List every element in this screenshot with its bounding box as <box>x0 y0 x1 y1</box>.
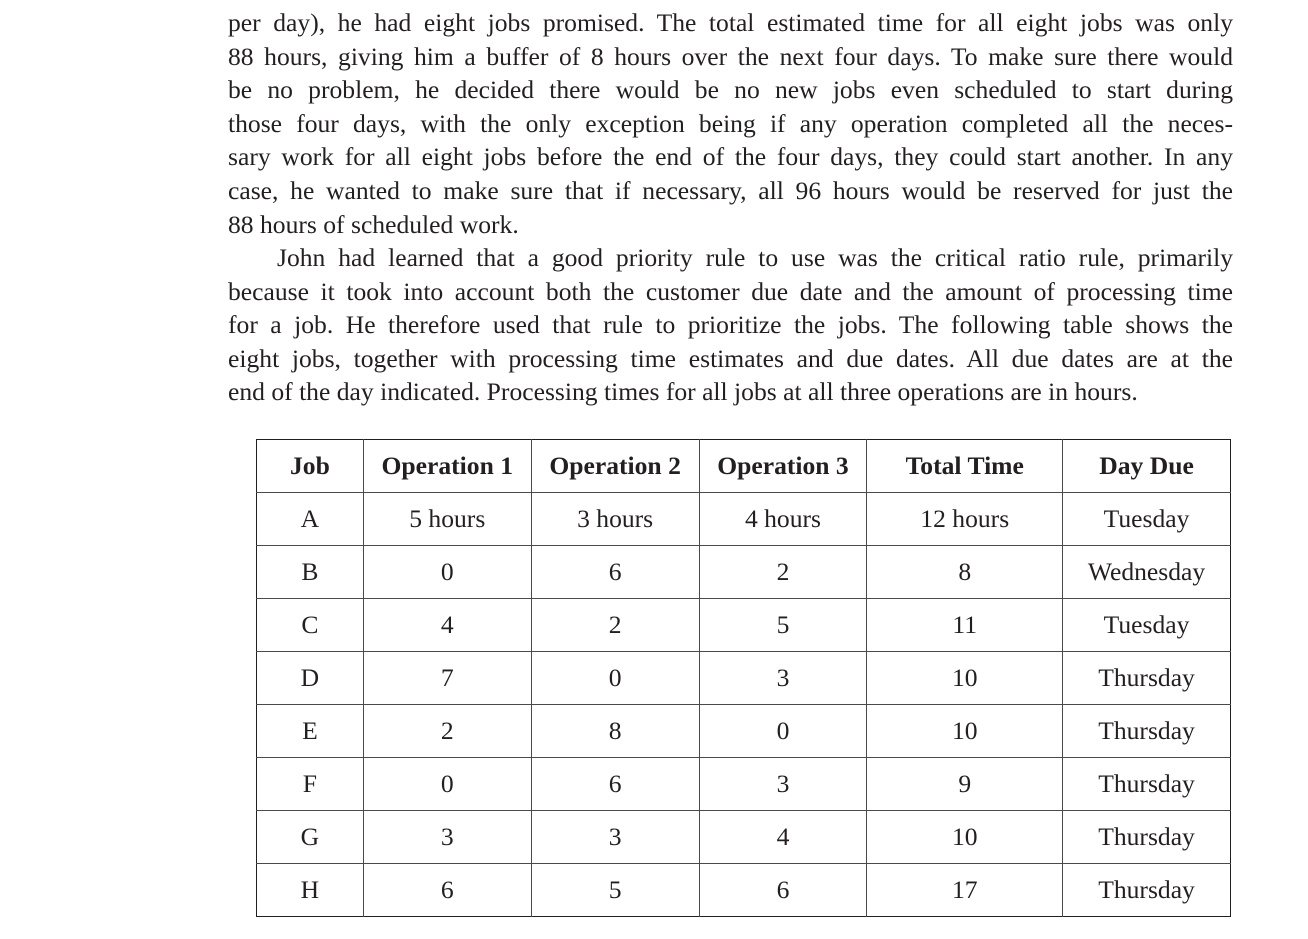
cell-operation-2: 3 hours <box>531 493 699 546</box>
cell-job: D <box>257 652 364 705</box>
table-header-row <box>257 440 1231 493</box>
header-operation-1: Operation 1 <box>363 440 531 493</box>
paragraph-2 <box>228 241 1233 409</box>
paragraph-line: case, he wanted to make sure that if necessary, all 96 hours would be reserved for just the <box>228 175 1233 205</box>
table-row <box>257 546 1231 599</box>
paragraph-1 <box>228 6 1233 241</box>
cell-job: F <box>257 758 364 811</box>
cell-total-time: 10 <box>867 652 1063 705</box>
cell-total-time: 8 <box>867 546 1063 599</box>
table-row <box>257 811 1231 864</box>
cell-day-due: Thursday <box>1063 705 1231 758</box>
paragraph-line: those four days, with the only exception being if any operation completed all the neces- <box>228 108 1233 138</box>
cell-day-due: Wednesday <box>1063 546 1231 599</box>
cell-total-time: 17 <box>867 864 1063 917</box>
table-row <box>257 864 1231 917</box>
table-row <box>257 758 1231 811</box>
cell-operation-1: 0 <box>363 758 531 811</box>
header-day-due: Day Due <box>1063 440 1231 493</box>
cell-day-due: Tuesday <box>1063 493 1231 546</box>
cell-operation-3: 5 <box>699 599 867 652</box>
cell-operation-1: 4 <box>363 599 531 652</box>
paragraph-line: 88 hours of scheduled work. <box>228 209 519 239</box>
cell-day-due: Tuesday <box>1063 599 1231 652</box>
paragraph-line: sary work for all eight jobs before the end of the four days, they could start another. In any <box>228 142 1233 172</box>
cell-operation-2: 6 <box>531 546 699 599</box>
cell-operation-3: 4 hours <box>699 493 867 546</box>
cell-day-due: Thursday <box>1063 652 1231 705</box>
paragraph-line: eight jobs, together with processing time estimates and due dates. All due dates are at the <box>228 343 1233 373</box>
cell-total-time: 10 <box>867 705 1063 758</box>
header-total-time: Total Time <box>867 440 1063 493</box>
cell-operation-1: 2 <box>363 705 531 758</box>
cell-total-time: 12 hours <box>867 493 1063 546</box>
header-job: Job <box>290 451 330 480</box>
cell-total-time: 9 <box>867 758 1063 811</box>
cell-operation-3: 2 <box>699 546 867 599</box>
cell-operation-2: 3 <box>531 811 699 864</box>
cell-day-due: Thursday <box>1063 864 1231 917</box>
cell-operation-1: 3 <box>363 811 531 864</box>
table-row <box>257 493 1231 546</box>
cell-job: A <box>257 493 364 546</box>
cell-operation-3: 0 <box>699 705 867 758</box>
cell-operation-1: 5 hours <box>363 493 531 546</box>
paragraph-line: for a job. He therefore used that rule to prioritize the jobs. The following table shows the <box>228 310 1233 340</box>
cell-job: G <box>257 811 364 864</box>
paragraph-line: be no problem, he decided there would be no new jobs even scheduled to start during <box>228 75 1233 105</box>
paragraph-line: per day), he had eight jobs promised. The total estimated time for all eight jobs was only <box>228 8 1233 37</box>
cell-operation-3: 4 <box>699 811 867 864</box>
cell-job: C <box>257 599 364 652</box>
cell-operation-1: 0 <box>363 546 531 599</box>
cell-operation-2: 2 <box>531 599 699 652</box>
table-row <box>257 705 1231 758</box>
cell-operation-3: 6 <box>699 864 867 917</box>
paragraph-line: end of the day indicated. Processing times for all jobs at all three operations are in hours. <box>228 377 1138 407</box>
table-row <box>257 599 1231 652</box>
jobs-table <box>256 439 1231 917</box>
cell-operation-2: 5 <box>531 864 699 917</box>
paragraph-line: John had learned that a good priority rule to use was the critical ratio rule, primarily <box>277 243 1233 272</box>
cell-operation-3: 3 <box>699 758 867 811</box>
cell-operation-3: 3 <box>699 652 867 705</box>
cell-day-due: Thursday <box>1063 811 1231 864</box>
cell-total-time: 10 <box>867 811 1063 864</box>
cell-operation-1: 6 <box>363 864 531 917</box>
cell-day-due: Thursday <box>1063 758 1231 811</box>
table-row <box>257 652 1231 705</box>
cell-operation-2: 8 <box>531 705 699 758</box>
header-operation-2: Operation 2 <box>531 440 699 493</box>
header-operation-3: Operation 3 <box>699 440 867 493</box>
cell-total-time: 11 <box>867 599 1063 652</box>
cell-job: H <box>257 864 364 917</box>
paragraph-line: because it took into account both the customer due date and the amount of processing time <box>228 276 1233 306</box>
cell-operation-2: 0 <box>531 652 699 705</box>
cell-job: E <box>257 705 364 758</box>
cell-operation-2: 6 <box>531 758 699 811</box>
paragraph-line: 88 hours, giving him a buffer of 8 hours over the next four days. To make sure there would <box>228 41 1233 71</box>
cell-job: B <box>257 546 364 599</box>
cell-operation-1: 7 <box>363 652 531 705</box>
